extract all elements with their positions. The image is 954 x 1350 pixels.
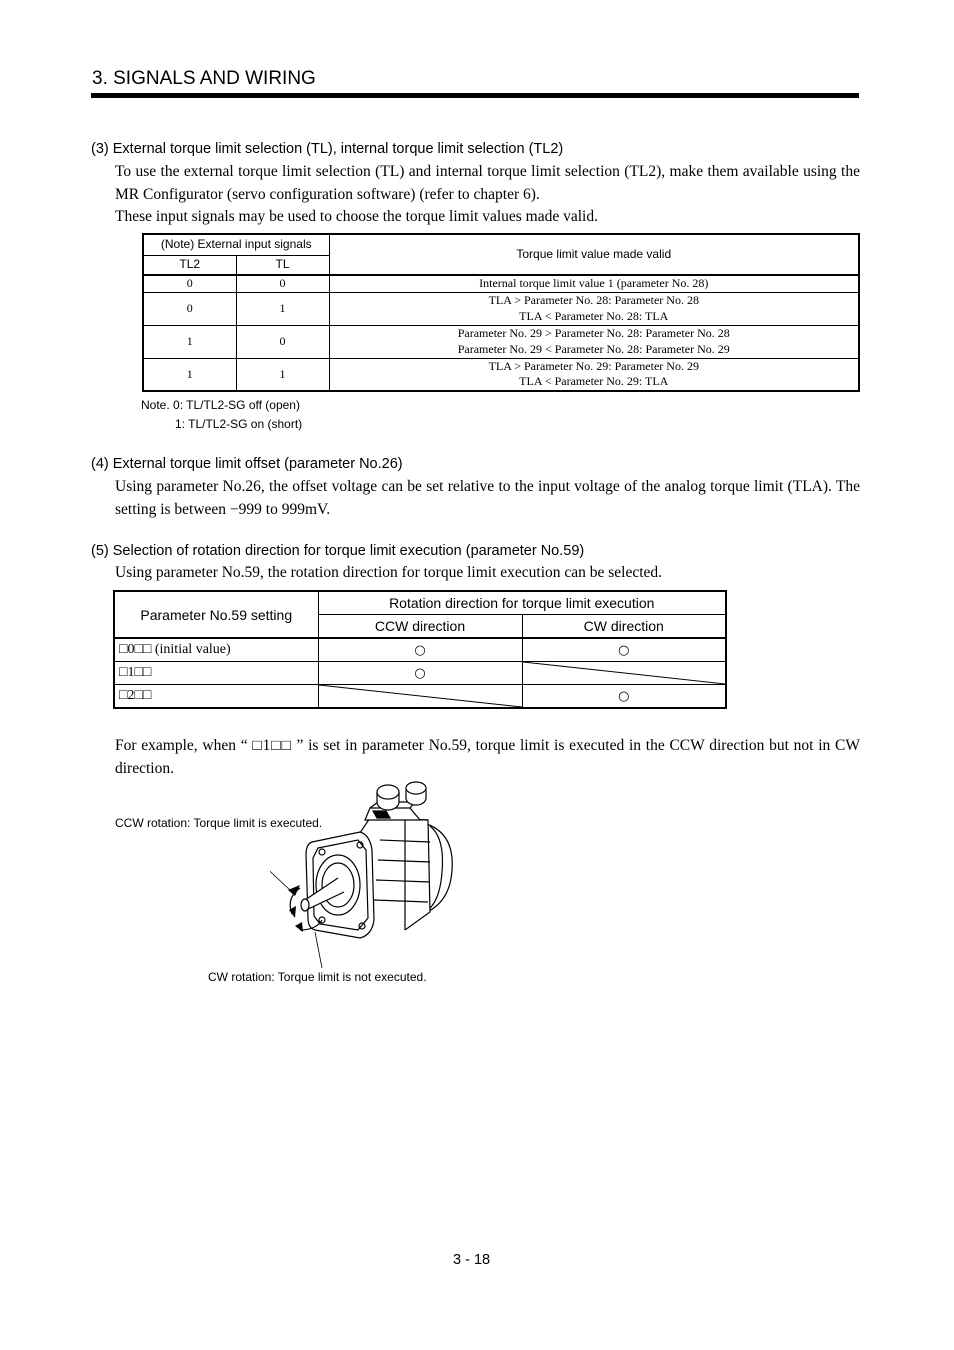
section-3-heading: (3) External torque limit selection (TL), internal torque limit selection (TL2) [91,141,564,157]
value-line-1: Internal torque limit value 1 (parameter No. 28) [479,276,709,290]
cell-tl2: 0 [143,275,236,292]
header-cw-direction: CW direction [522,615,726,639]
servo-motor-diagram [270,780,470,975]
cell-value [329,292,859,325]
cell-ccw-not-applicable [318,685,522,709]
section-3-paragraph-1: To use the external torque limit selection (TL) and internal torque limit selection (TL2), make them available using the MR Configurator (servo configuration software) (refer to chapter 6). [115,163,860,203]
cell-tl: 1 [236,358,329,391]
value-line-2: TLA < Parameter No. 28: TLA [519,308,669,323]
table-row [114,685,726,709]
cell-tl2: 1 [143,325,236,358]
table-row [143,358,859,391]
example-paragraph: For example, when “ □1□□ ” is set in parameter No.59, torque limit is executed in the CCW direction but not in CW direction. [115,737,860,777]
cell-value [329,358,859,391]
table-row [143,325,859,358]
header-ccw-direction: CCW direction [318,615,522,639]
section-5-heading: (5) Selection of rotation direction for torque limit execution (parameter No.59) [91,543,585,559]
cell-value [329,325,859,358]
cell-tl: 0 [236,275,329,292]
value-line-1: TLA > Parameter No. 29: Parameter No. 29 [488,358,699,373]
header-torque-limit-value: Torque limit value made valid [329,234,859,275]
diagonal-slash [523,662,726,684]
table-row [143,275,859,292]
cell-tl: 1 [236,292,329,325]
cell-cw-mark: ○ [522,685,726,709]
cw-rotation-label: CW rotation: Torque limit is not executed. [208,970,427,984]
cell-cw-mark: ○ [522,638,726,662]
value-line-2: TLA < Parameter No. 29: TLA [519,374,669,389]
cell-setting: □1□□ [114,662,318,685]
table-row [114,662,726,685]
header-rule [91,93,859,98]
cell-ccw-mark: ○ [318,638,522,662]
diagonal-slash [319,685,522,707]
cell-setting: □0□□ (initial value) [114,638,318,662]
cell-ccw-mark: ○ [318,662,522,685]
torque-limit-table [142,233,860,392]
cell-setting: □2□□ [114,685,318,709]
header-tl: TL [236,255,329,275]
value-line-1: TLA > Parameter No. 28: Parameter No. 28 [488,293,699,307]
table-note-2: 1: TL/TL2-SG on (short) [175,417,303,431]
cell-value [329,275,859,292]
value-line-2: Parameter No. 29 < Parameter No. 28: Parameter No. 29 [457,341,730,356]
section-3-paragraph-2: These input signals may be used to choose the torque limit values made valid. [115,208,598,225]
cell-tl2: 0 [143,292,236,325]
header-rotation-direction: Rotation direction for torque limit execution [318,591,726,615]
header-parameter-setting: Parameter No.59 setting [114,591,318,638]
cell-tl2: 1 [143,358,236,391]
header-external-input-signals: (Note) External input signals [143,234,329,255]
cell-cw-not-applicable [522,662,726,685]
ccw-rotation-label: CCW rotation: Torque limit is executed. [115,816,323,830]
cell-tl: 0 [236,325,329,358]
section-5-paragraph: Using parameter No.59, the rotation direction for torque limit execution can be selected. [115,564,663,581]
rotation-direction-table [113,590,727,709]
page-number: 3 - 18 [453,1252,491,1268]
section-4-heading: (4) External torque limit offset (parameter No.26) [91,456,403,472]
chapter-title: 3. SIGNALS AND WIRING [92,68,316,89]
table-row [114,638,726,662]
section-4-paragraph: Using parameter No.26, the offset voltage can be set relative to the input voltage of the analog torque limit (TLA). The setting is between −999 to 999mV. [115,478,860,518]
table-row [143,292,859,325]
table-note-1: Note. 0: TL/TL2-SG off (open) [141,398,300,412]
header-tl2: TL2 [143,255,236,275]
value-line-1: Parameter No. 29 > Parameter No. 28: Parameter No. 28 [457,326,730,340]
